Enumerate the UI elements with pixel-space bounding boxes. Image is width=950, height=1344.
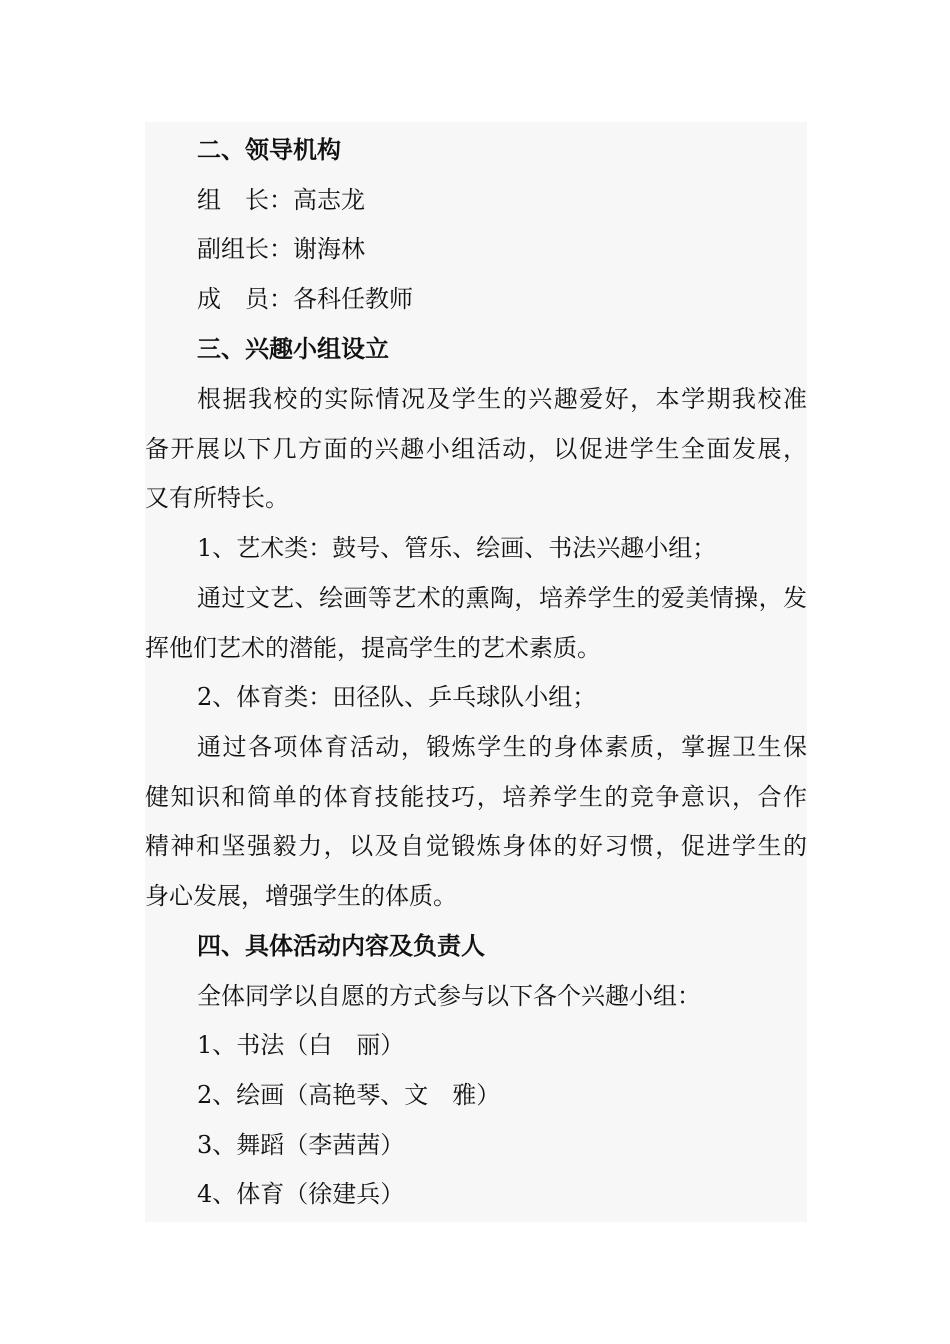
- paragraph-line: 精神和坚强毅力，以及自觉锻炼身体的好习惯，促进学生的: [145, 832, 807, 860]
- list-item: 2、绘画（高艳琴、文 雅）: [197, 1081, 501, 1109]
- paragraph-line: 通过各项体育活动，锻炼学生的身体素质，掌握卫生保: [197, 733, 807, 761]
- sports-category-item: 2、体育类：田径队、乒乓球队小组；: [197, 683, 597, 711]
- paragraph-line: 备开展以下几方面的兴趣小组活动，以促进学生全面发展，: [145, 435, 807, 463]
- section-heading-leadership: 二、领导机构: [197, 135, 341, 164]
- list-item: 3、舞蹈（李茜茜）: [197, 1131, 405, 1159]
- paragraph-line: 挥他们艺术的潜能，提高学生的艺术素质。: [145, 634, 601, 662]
- paragraph-line: 健知识和简单的体育技能技巧，培养学生的竞争意识，合作: [145, 783, 807, 811]
- section-heading-groups: 三、兴趣小组设立: [197, 334, 389, 363]
- art-category-item: 1、艺术类：鼓号、管乐、绘画、书法兴趣小组；: [197, 534, 717, 562]
- list-item: 1、书法（白 丽）: [197, 1031, 405, 1059]
- members-line: 成 员：各科任教师: [197, 285, 413, 313]
- section-heading-activities: 四、具体活动内容及负责人: [197, 931, 485, 960]
- deputy-line: 副组长：谢海林: [197, 235, 365, 263]
- activities-intro: 全体同学以自愿的方式参与以下各个兴趣小组：: [197, 982, 701, 1010]
- list-item: 4、体育（徐建兵）: [197, 1180, 405, 1208]
- leader-line: 组 长：高志龙: [197, 186, 365, 214]
- paragraph-line: 根据我校的实际情况及学生的兴趣爱好，本学期我校准: [197, 385, 807, 413]
- paragraph-line: 通过文艺、绘画等艺术的熏陶，培养学生的爱美情操，发: [197, 584, 807, 612]
- paragraph-line: 身心发展，增强学生的体质。: [145, 882, 457, 910]
- paragraph-line: 又有所特长。: [145, 484, 289, 512]
